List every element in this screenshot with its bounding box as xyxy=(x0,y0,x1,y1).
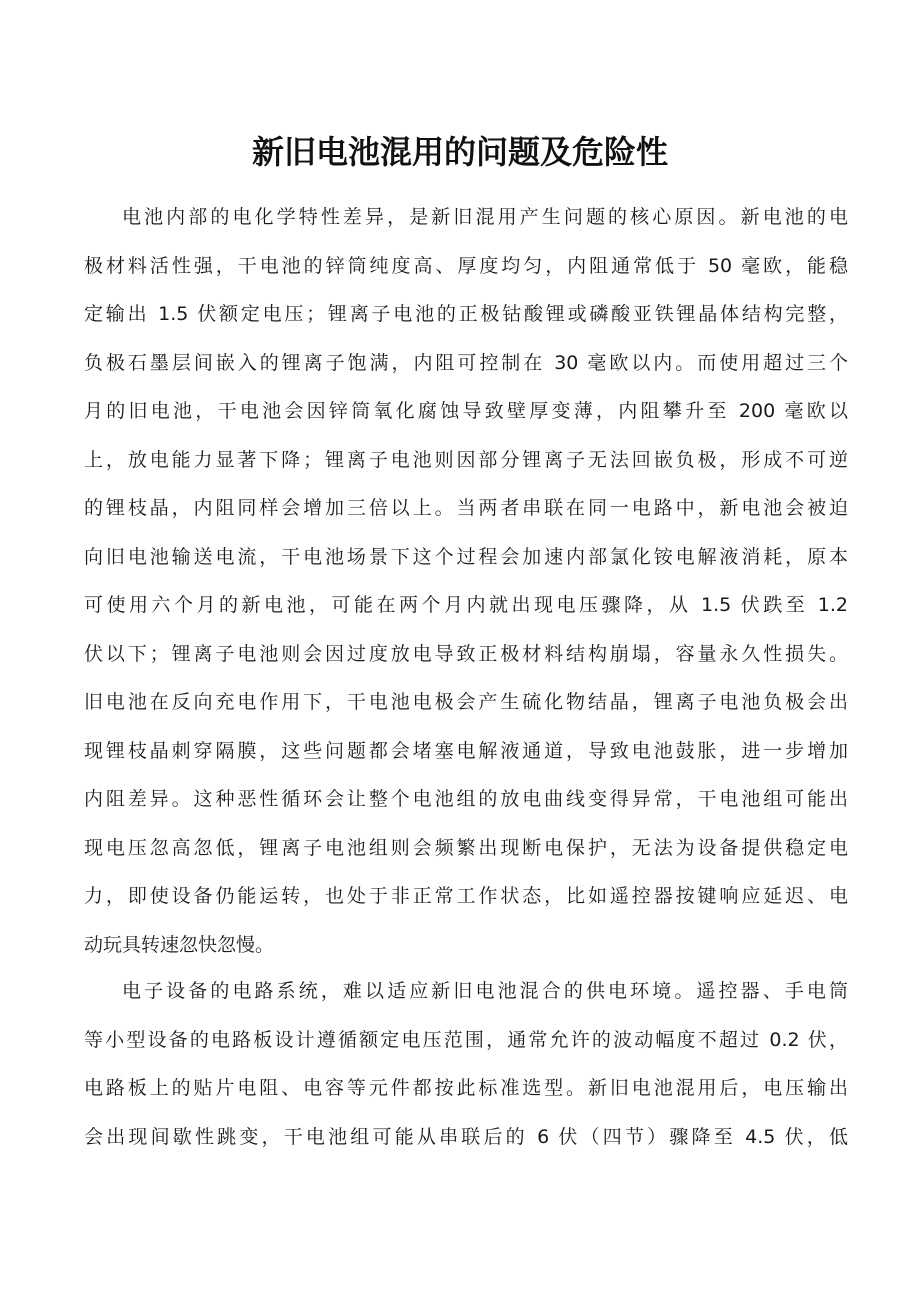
paragraph-line: 可使用六个月的新电池，可能在两个月内就出现电压骤降，从 1.5 伏跌至 1.2 xyxy=(84,594,848,616)
paragraph-line: 定输出 1.5 伏额定电压；锂离子电池的正极钴酸锂或磷酸亚铁锂晶体结构完整， xyxy=(84,303,848,325)
paragraph-line: 负极石墨层间嵌入的锂离子饱满，内阻可控制在 30 毫欧以内。而使用超过三个 xyxy=(84,351,848,374)
document-title: 新旧电池混用的问题及危险性 xyxy=(251,133,668,171)
paragraph-line: 月的旧电池，干电池会因锌筒氧化腐蚀导致壁厚变薄，内阻攀升至 200 毫欧以 xyxy=(84,400,848,422)
paragraph-line: 等小型设备的电路板设计遵循额定电压范围，通常允许的波动幅度不超过 0.2 伏， xyxy=(84,1028,848,1051)
paragraph-line: 的锂枝晶，内阻同样会增加三倍以上。当两者串联在同一电路中，新电池会被迫 xyxy=(84,497,848,519)
paragraph-line: 内阻差异。这种恶性循环会让整个电池组的放电曲线变得异常，干电池组可能出 xyxy=(84,788,848,810)
paragraph-2 xyxy=(84,967,848,1161)
paragraph-line: 会出现间歇性跳变，干电池组可能从串联后的 6 伏（四节）骤降至 4.5 伏，低 xyxy=(84,1125,848,1148)
paragraph-line: 旧电池在反向充电作用下，干电池电极会产生硫化物结晶，锂离子电池负极会出 xyxy=(84,691,848,713)
paragraph-line: 电池内部的电化学特性差异，是新旧混用产生问题的核心原因。新电池的电 xyxy=(122,206,848,228)
paragraph-line: 电子设备的电路系统，难以适应新旧电池混合的供电环境。遥控器、手电筒 xyxy=(122,980,848,1002)
paragraph-line: 现锂枝晶刺穿隔膜，这些问题都会堵塞电解液通道，导致电池鼓胀，进一步增加 xyxy=(84,739,848,762)
paragraph-1 xyxy=(84,193,848,969)
paragraph-line: 伏以下；锂离子电池则会因过度放电导致正极材料结构崩塌，容量永久性损失。 xyxy=(84,642,848,665)
paragraph-line: 向旧电池输送电流，干电池场景下这个过程会加速内部氯化铵电解液消耗，原本 xyxy=(84,545,848,568)
paragraph-line: 动玩具转速忽快忽慢。 xyxy=(84,933,275,956)
paragraph-line: 上，放电能力显著下降；锂离子电池则因部分锂离子无法回嵌负极，形成不可逆 xyxy=(84,448,848,471)
paragraph-line: 电路板上的贴片电阻、电容等元件都按此标准选型。新旧电池混用后，电压输出 xyxy=(84,1077,848,1099)
paragraph-line: 极材料活性强，干电池的锌筒纯度高、厚度均匀，内阻通常低于 50 毫欧，能稳 xyxy=(84,254,848,277)
paragraph-line: 力，即使设备仍能运转，也处于非正常工作状态，比如遥控器按键响应延迟、电 xyxy=(84,885,848,907)
paragraph-line: 现电压忽高忽低，锂离子电池组则会频繁出现断电保护，无法为设备提供稳定电 xyxy=(84,836,848,859)
